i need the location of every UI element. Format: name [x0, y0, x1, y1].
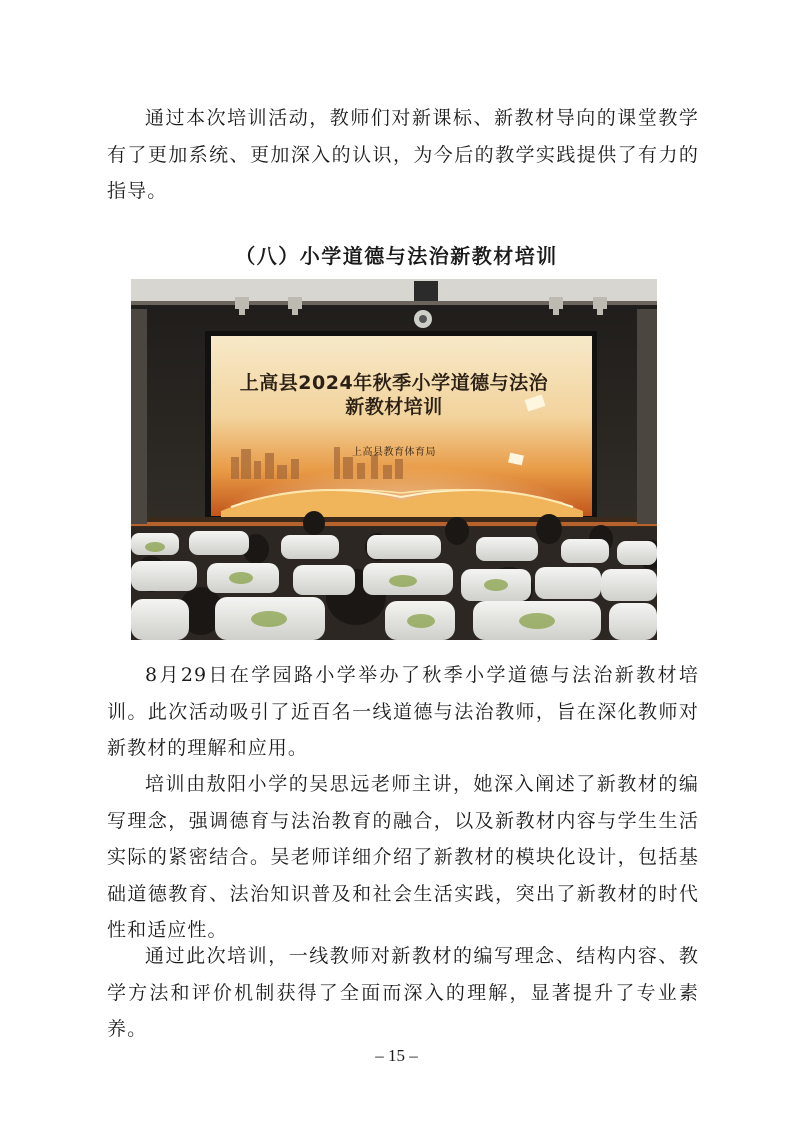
slide-title-line2: 新教材培训: [345, 396, 443, 418]
page-number: – 15 –: [375, 1046, 418, 1065]
paragraph-lecturer: 培训由敖阳小学的吴思远老师主讲，她深入阐述了新教材的编写理念，强调德育与法治教育的融合，以及新教材内容与学生生活实际的紧密结合。吴老师详细介绍了新教材的模块化设计，包括基础道德教育、法治知识普及和社会生活实践，突出了新教材的时代性和适应性。: [107, 773, 699, 941]
slide-subtitle: 上高县教育体育局: [352, 447, 436, 458]
training-photo: [131, 279, 657, 640]
paragraph-outcome: 通过此次培训，一线教师对新教材的编写理念、结构内容、教学方法和评价机制获得了全面而深入的理解，显著提升了专业素养。: [107, 945, 699, 1040]
intro-paragraph: 通过本次培训活动，教师们对新课标、新教材导向的课堂教学有了更加系统、更加深入的认识，为今后的教学实践提供了有力的指导。: [107, 107, 699, 202]
slide-title: [131, 371, 657, 419]
section-heading: （八）小学道德与法治新教材培训: [235, 244, 558, 268]
paragraph-event: 8月29日在学园路小学举办了秋季小学道德与法治新教材培训。此次活动吸引了近百名一线道德与法治教师，旨在深化教师对新教材的理解和应用。: [107, 664, 699, 759]
photo-scene: [131, 279, 657, 640]
slide-title-line1: 上高县2024年秋季小学道德与法治: [239, 372, 549, 394]
